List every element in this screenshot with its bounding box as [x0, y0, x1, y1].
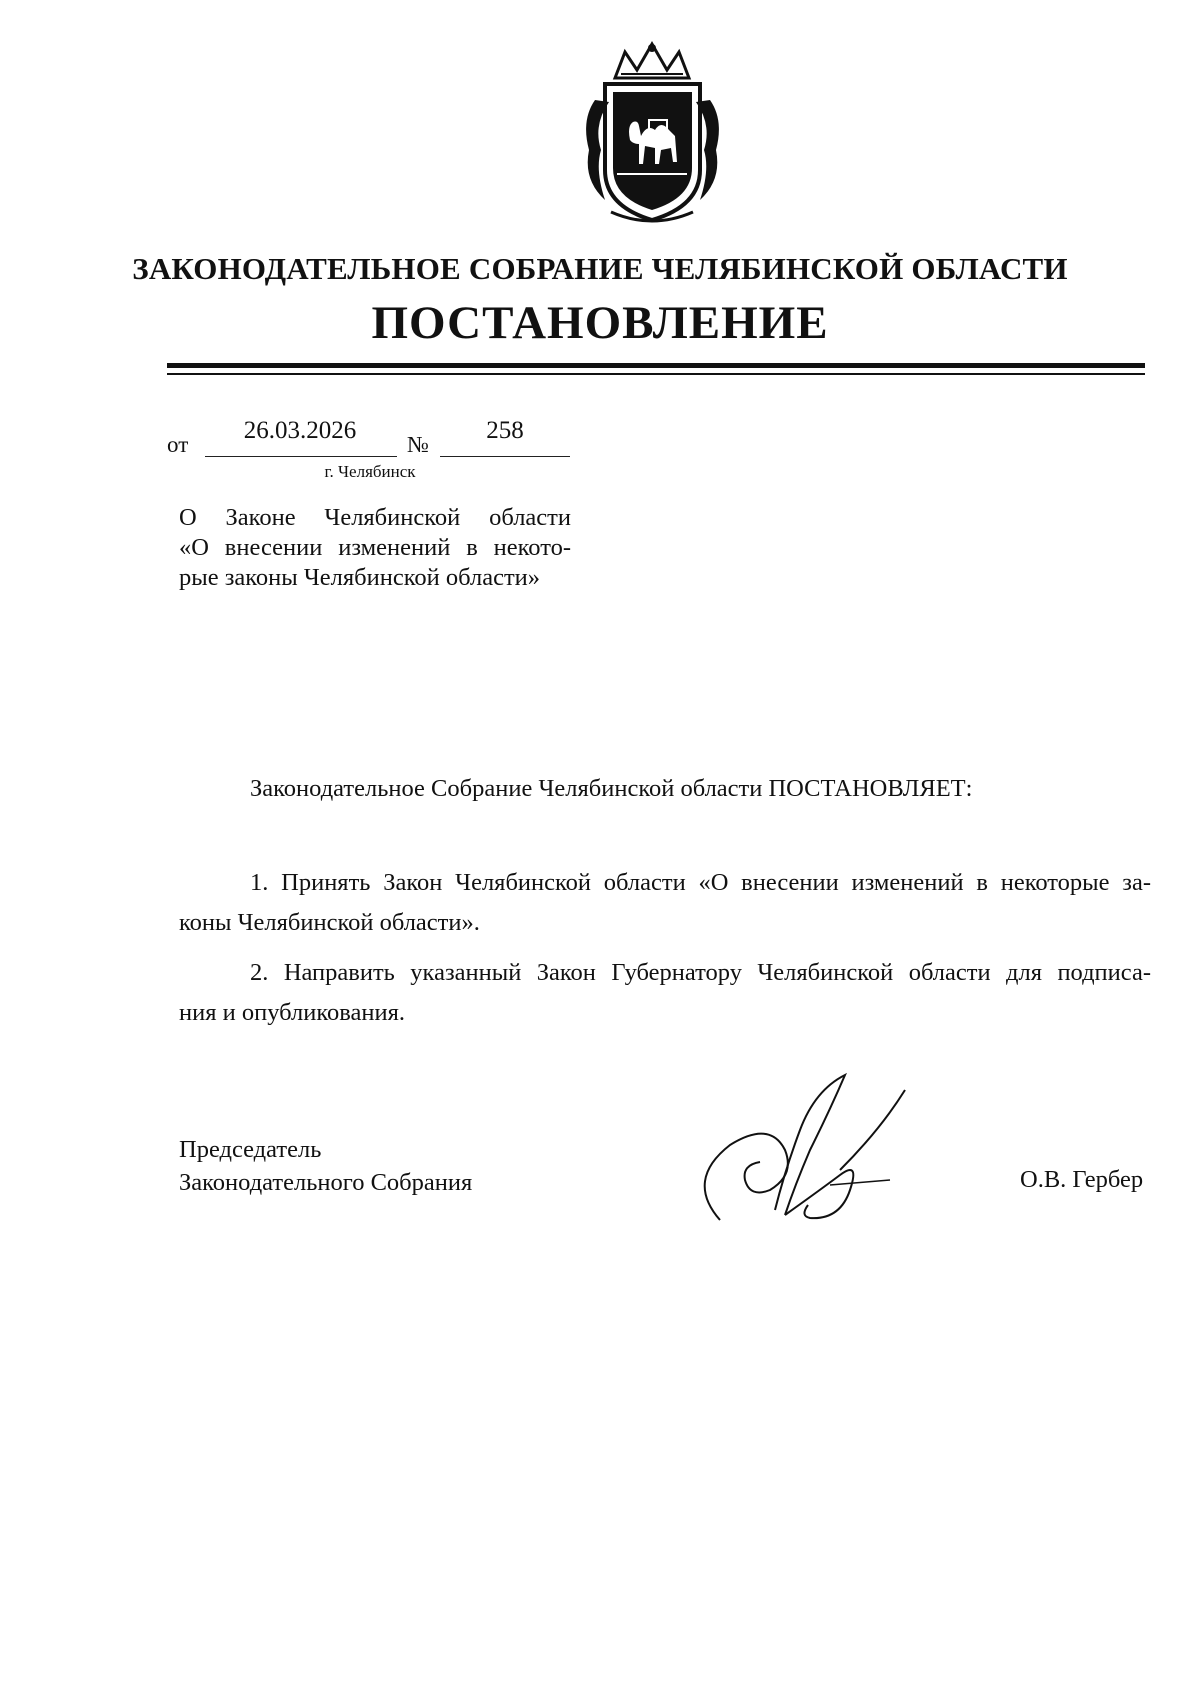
document-date: 26.03.2026 [243, 417, 357, 444]
date-underline [205, 456, 397, 457]
document-type-title: ПОСТАНОВЛЕНИЕ [371, 297, 829, 349]
document-subject [179, 503, 571, 593]
position-line: Законодательного Собрания [179, 1169, 473, 1196]
organization-title: ЗАКОНОДАТЕЛЬНОЕ СОБРАНИЕ ЧЕЛЯБИНСКОЙ ОБЛАСТИ [132, 251, 1068, 286]
document-number: 258 [486, 417, 524, 444]
point-text: 2. Направить указанный Закон Губернатору Челябинской области для подписа- [250, 959, 1151, 986]
signatory-name: О.В. Гербер [1020, 1166, 1144, 1193]
point-text: 1. Принять Закон Челябинской области «О внесении изменений в некоторые за- [250, 869, 1151, 896]
point-text: коны Челябинской области». [179, 909, 480, 936]
date-label: от [167, 432, 189, 457]
point-text: ния и опубликования. [179, 999, 405, 1026]
resolution-point [179, 953, 1151, 1033]
coat-of-arms-icon [575, 40, 730, 230]
subject-line: О Законе Челябинской области [179, 504, 571, 531]
signature-icon [690, 1070, 950, 1230]
signatory-position [179, 1133, 472, 1199]
subject-line: «О внесении изменений в некото- [179, 534, 571, 561]
preamble: Законодательное Собрание Челябинской области ПОСТАНОВЛЯЕТ: [250, 775, 973, 802]
number-label: № [407, 432, 429, 457]
header-divider-thin [167, 373, 1145, 375]
header-divider-thick [167, 363, 1145, 368]
issue-city: г. Челябинск [324, 462, 416, 481]
resolution-point [179, 863, 1151, 943]
position-line: Председатель [179, 1136, 322, 1163]
subject-line: рые законы Челябинской области» [179, 564, 541, 591]
number-underline [440, 456, 570, 457]
